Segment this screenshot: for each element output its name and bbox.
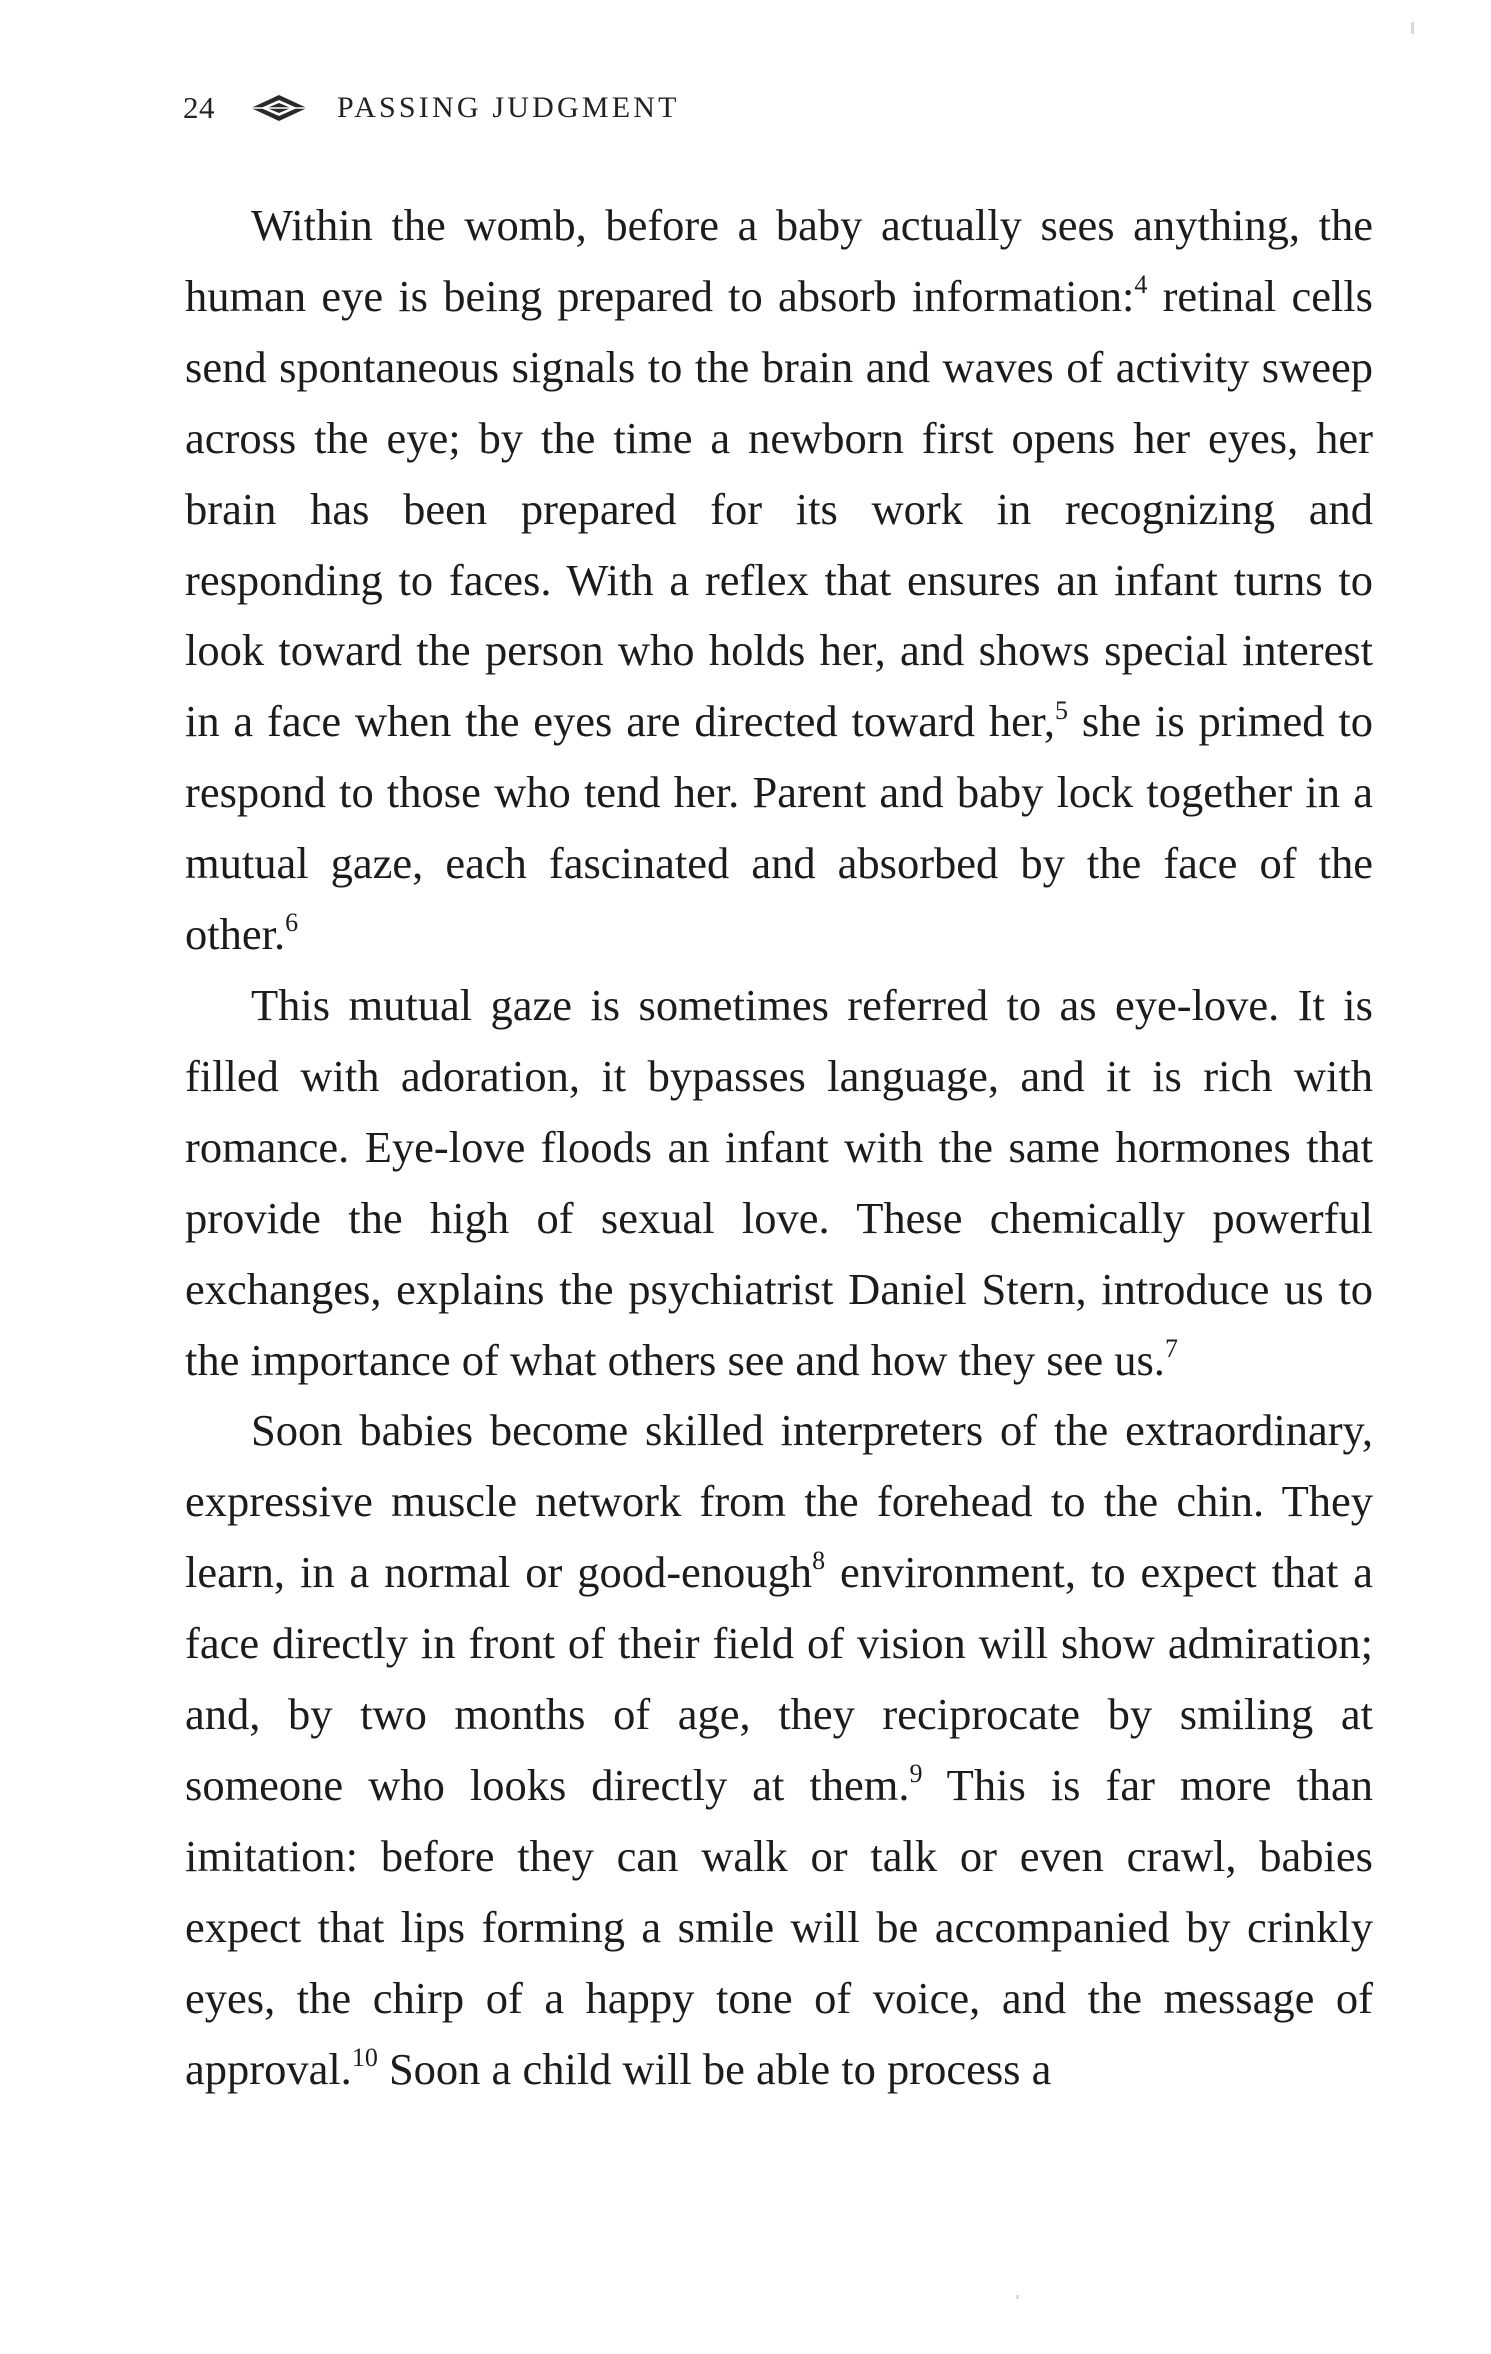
paper-speck xyxy=(1411,22,1414,34)
footnote-marker: 10 xyxy=(351,2042,378,2072)
paragraph-text: This is far more than imitation: before they can walk or talk or even crawl, babies expect that lips forming a smile will be accompanied by crinkly eyes, the chirp of a happy tone of voice, and the message of approval. xyxy=(185,1759,1373,2094)
paragraph xyxy=(185,190,1373,970)
paragraph-text: This mutual gaze is sometimes referred to as eye-love. It is filled with adoration, it bypasses language, and it is rich with romance. Eye-love floods an infant with the same hormones that provide the high of sexual love. These chemically powerful exchanges, explains the psychiatrist Daniel Stern, introduce us to the importance of what others see and how they see us. xyxy=(185,979,1373,1385)
paragraph xyxy=(185,1395,1373,2104)
paragraph-text: Soon babies become skilled interpreters of the extraordinary, expressive muscle network from the forehead to the chin. They learn, in a normal or good-enough xyxy=(185,1405,1373,1598)
paragraph xyxy=(185,970,1373,1395)
footnote-marker: 4 xyxy=(1134,270,1148,300)
body-text xyxy=(185,190,1373,2130)
running-head xyxy=(183,88,1383,128)
paper-speck xyxy=(1016,2295,1019,2299)
paragraph-text: Soon a child will be able to process a xyxy=(377,2043,1052,2094)
paragraph-text: retinal cells send spontaneous signals to the brain and waves of activity sweep across the eye; by the time a newborn first opens her eyes, her brain has been prepared for its work in recognizing and responding to faces. With a reflex that ensures an infant turns to look toward the person who holds her, and shows special interest in a face when the eyes are directed toward her, xyxy=(185,270,1373,747)
footnote-marker: 5 xyxy=(1055,695,1069,725)
running-title: PASSING JUDGMENT xyxy=(337,91,680,124)
diamond-ornament-icon xyxy=(247,93,311,123)
page-number: 24 xyxy=(183,90,215,125)
footnote-marker: 7 xyxy=(1164,1333,1178,1363)
footnote-marker: 6 xyxy=(285,908,299,938)
paragraph-text: environment, to expect that a face directly in front of their field of vision will show admiration; and, by two months of age, they reciprocate by smiling at someone who looks directly at them. xyxy=(185,1547,1373,1810)
footnote-marker: 8 xyxy=(812,1546,826,1576)
footnote-marker: 9 xyxy=(909,1759,923,1789)
paragraph-text: Within the womb, before a baby actually sees anything, the human eye is being prepared to absorb information: xyxy=(185,200,1373,321)
paragraph-text: she is primed to respond to those who tend her. Parent and baby lock together in a mutual gaze, each fascinated and absorbed by the face of the other. xyxy=(185,696,1373,960)
